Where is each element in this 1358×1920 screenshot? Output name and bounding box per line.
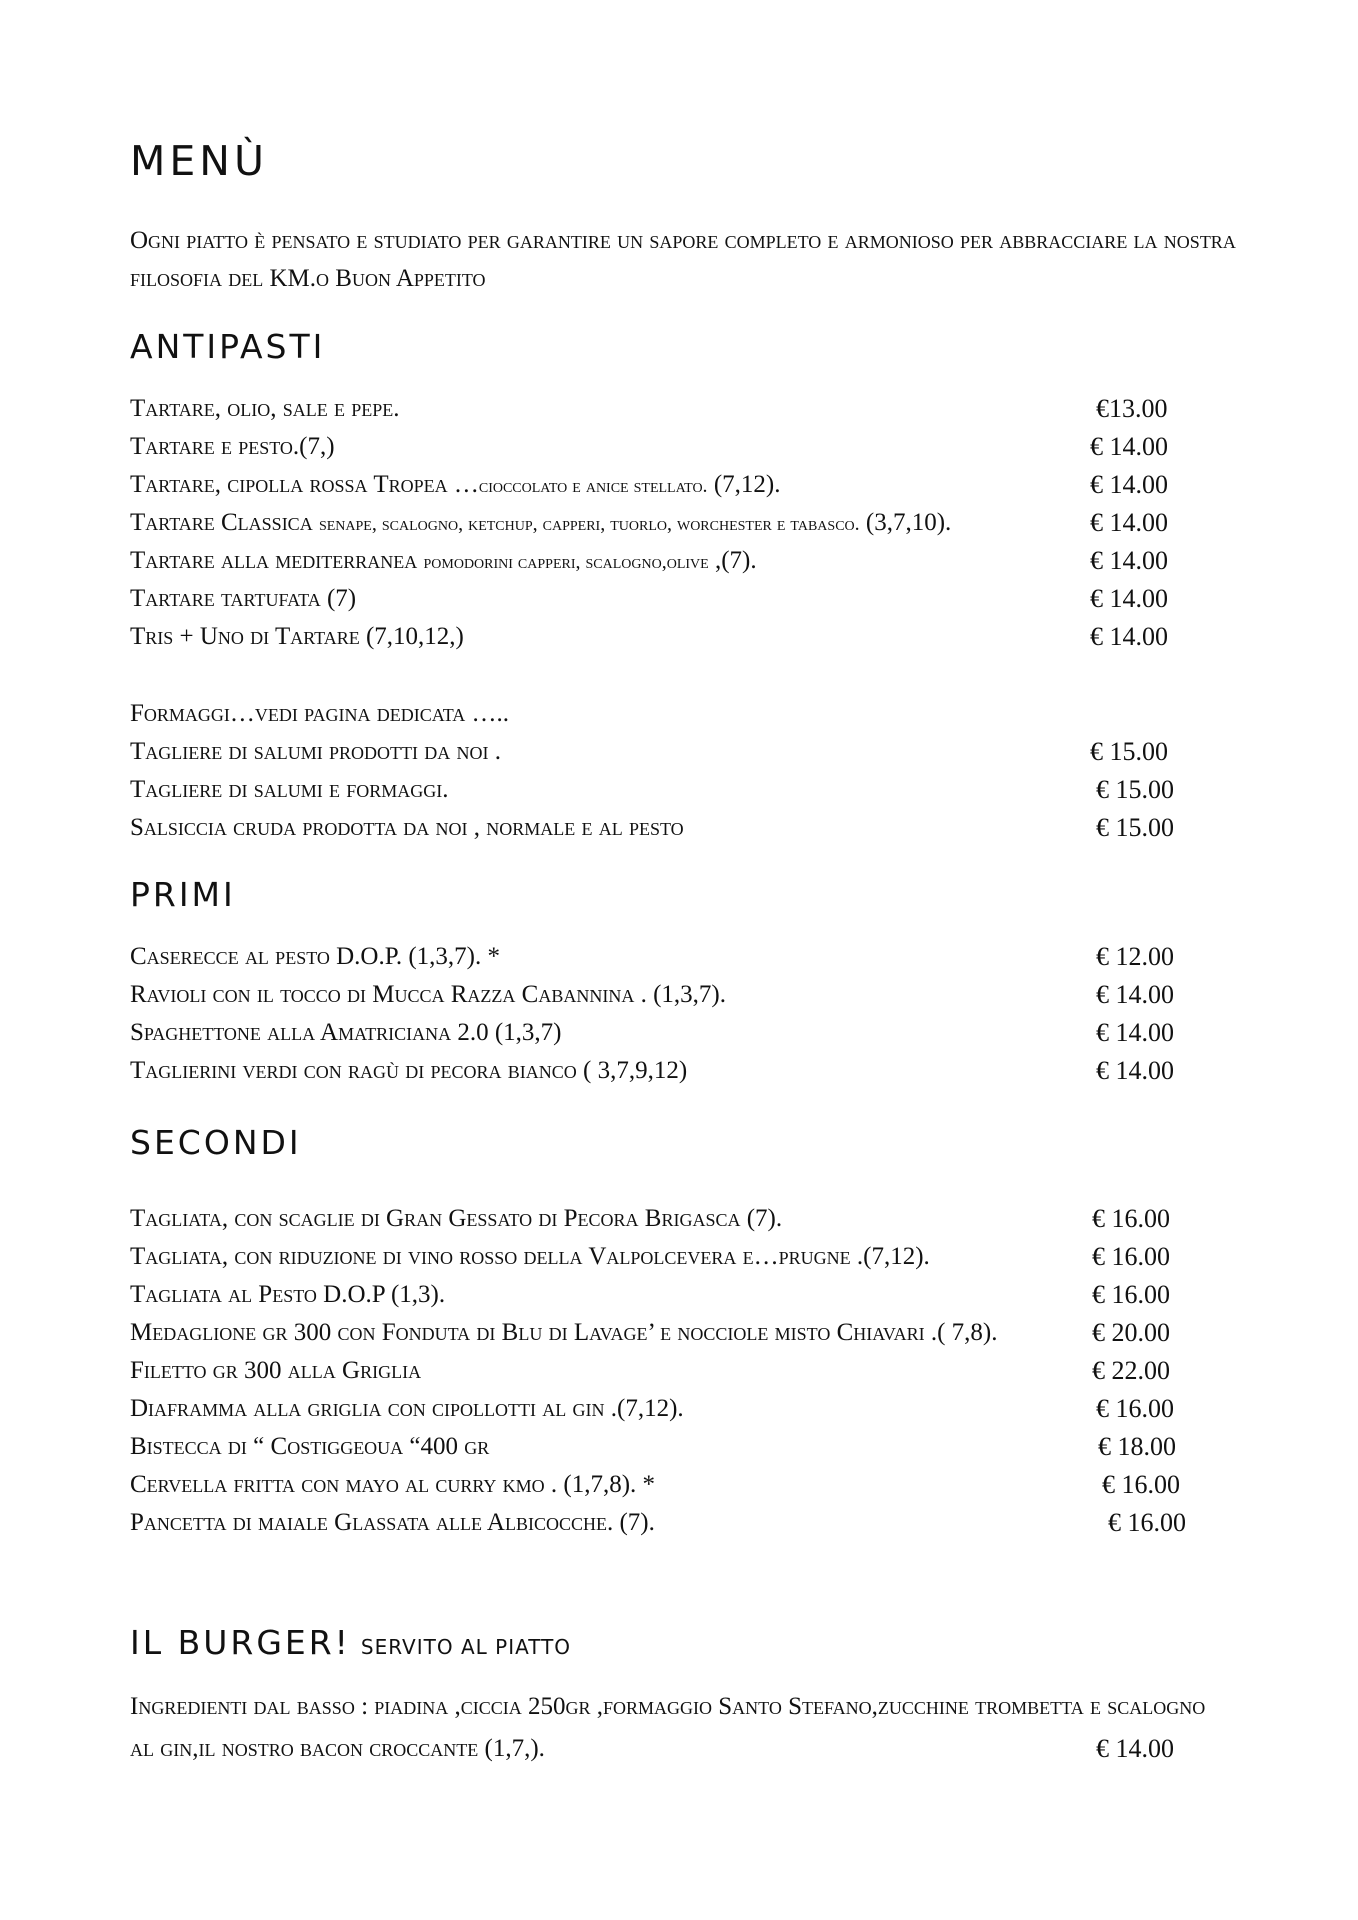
menu-item-name — [130, 1314, 998, 1352]
menu-item-title: Spaghettone alla Amatriciana 2.0 (1,3,7) — [130, 1019, 562, 1046]
menu-item-name — [130, 938, 500, 976]
burger-price: € 14.00 — [1096, 1734, 1174, 1763]
menu-item — [130, 1504, 1220, 1542]
menu-item — [130, 580, 1220, 618]
burger-note: SERVITO AL PIATTO — [360, 1635, 572, 1659]
menu-item-title: Tagliata, con riduzione di vino rosso della Valpolcevera e…prugne .(7,12). — [130, 1243, 930, 1270]
section-title-primi: PRIMI — [130, 875, 236, 914]
menu-item-price: € 14.00 — [1096, 1056, 1174, 1085]
menu-item-price: € 14.00 — [1090, 584, 1168, 613]
menu-item-name — [130, 1466, 655, 1504]
menu-item-price: €13.00 — [1096, 394, 1168, 423]
menu-item-name — [130, 504, 951, 543]
page-title: menù — [130, 121, 268, 189]
menu-item — [130, 1352, 1220, 1390]
menu-item-name — [130, 580, 356, 618]
secondi-list — [130, 1200, 1220, 1542]
menu-item-price: € 16.00 — [1092, 1204, 1170, 1233]
burger-description: Ingredienti dal basso : piadina ,ciccia 250gr ,formaggio Santo Stefano,zucchine trombetta e scalogno al gin,il nostro bacon croccante (1,7,). — [130, 1693, 1206, 1762]
menu-item-price: € 14.00 — [1090, 470, 1168, 499]
menu-item-name — [130, 771, 449, 809]
menu-item-name — [130, 390, 400, 428]
menu-item-title: Pancetta di maiale Glassata alle Albicocche. (7). — [130, 1509, 655, 1536]
menu-item — [130, 618, 1220, 656]
menu-item-price: € 18.00 — [1098, 1432, 1176, 1461]
menu-item-title: Caserecce al pesto D.O.P. (1,3,7). * — [130, 943, 501, 970]
menu-item — [130, 695, 1220, 733]
menu-item-price: € 14.00 — [1090, 622, 1168, 651]
menu-item-name — [130, 809, 684, 847]
section-title-burger — [130, 1623, 572, 1662]
menu-item — [130, 1390, 1220, 1428]
menu-item-title: Tagliata, con scaglie di Gran Gessato di Pecora Brigasca (7). — [130, 1205, 783, 1232]
menu-item-title: Tagliata al Pesto D.O.P (1,3). — [130, 1281, 446, 1308]
menu-item — [130, 1276, 1220, 1314]
menu-item-allergens: ,(7). — [708, 547, 757, 574]
menu-item-title: Taglierini verdi con ragù di pecora bianco ( 3,7,9,12) — [130, 1057, 688, 1084]
menu-item-name — [130, 428, 335, 466]
menu-item-description: cioccolato e anice stellato. — [478, 475, 708, 497]
menu-item-price: € 22.00 — [1092, 1356, 1170, 1385]
intro-text: Ogni piatto è pensato e studiato per garantire un sapore completo e armonioso per abbracciare la nostra filosofia del KM.o Buon Appetito — [130, 227, 1236, 292]
menu-item-description: pomodorini capperi, scalogno,olive — [423, 551, 709, 573]
menu-item — [130, 771, 1220, 809]
menu-item-price: € 14.00 — [1090, 546, 1168, 575]
menu-item-price: € 16.00 — [1096, 1394, 1174, 1423]
menu-item-name — [130, 976, 726, 1014]
menu-item-allergens: (7,12). — [707, 471, 781, 498]
menu-item-name — [130, 1276, 445, 1314]
menu-item — [130, 1014, 1220, 1052]
menu-item — [130, 809, 1220, 847]
menu-item-title: Tartare, cipolla rossa Tropea … — [130, 471, 479, 498]
menu-item-price: € 16.00 — [1102, 1470, 1180, 1499]
menu-item-title: Filetto gr 300 alla Griglia — [130, 1357, 422, 1384]
menu-item — [130, 466, 1220, 504]
menu-item-price: € 14.00 — [1096, 1018, 1174, 1047]
menu-item — [130, 733, 1220, 771]
menu-item-name — [130, 695, 509, 733]
primi-list — [130, 938, 1220, 1090]
menu-item-price: € 16.00 — [1092, 1280, 1170, 1309]
menu-item-title: Tartare tartufata (7) — [130, 585, 357, 612]
section-title-secondi: SECONDI — [130, 1123, 302, 1162]
menu-item — [130, 1466, 1220, 1504]
menu-item — [130, 542, 1220, 580]
menu-item-price: € 12.00 — [1096, 942, 1174, 971]
menu-item-name — [130, 618, 464, 656]
menu-item-price: € 20.00 — [1092, 1318, 1170, 1347]
menu-item-price: € 14.00 — [1090, 432, 1168, 461]
menu-item — [130, 1238, 1220, 1276]
menu-item-name — [130, 1428, 489, 1466]
menu-item-name — [130, 733, 501, 771]
menu-item-name — [130, 1504, 655, 1542]
menu-item-title: Cervella fritta con mayo al curry kmo . (1,7,8). * — [130, 1471, 656, 1498]
menu-item-title: Ravioli con il tocco di Mucca Razza Cabannina . (1,3,7). — [130, 981, 726, 1008]
menu-item-price: € 16.00 — [1092, 1242, 1170, 1271]
menu-item-name — [130, 1352, 421, 1390]
menu-item-title: Tartare, olio, sale e pepe. — [130, 395, 400, 422]
menu-item — [130, 504, 1220, 542]
menu-item-name — [130, 1052, 687, 1090]
menu-item-title: Tris + Uno di Tartare (7,10,12,) — [130, 623, 464, 650]
menu-item-name — [130, 1200, 782, 1238]
menu-item-name — [130, 1238, 930, 1276]
menu-item-title: Medaglione gr 300 con Fonduta di Blu di Lavage’ e nocciole misto Chiavari .( 7,8). — [130, 1319, 998, 1346]
menu-item-title: Bistecca di “ Costiggeoua “400 gr — [130, 1433, 490, 1460]
section-title-antipasti: ANTIPASTI — [130, 327, 326, 366]
menu-item-name — [130, 1390, 684, 1428]
menu-item-title: Diaframma alla griglia con cipollotti al gin .(7,12). — [130, 1395, 684, 1422]
menu-item-title: Tagliere di salumi prodotti da noi . — [130, 738, 501, 765]
menu-item-description: senape, scalogno, ketchup, capperi, tuorlo, worchester e tabasco. — [318, 513, 860, 535]
menu-item-title: Tartare e pesto.(7,) — [130, 433, 335, 460]
menu-item-name — [130, 466, 780, 505]
menu-item — [130, 1200, 1220, 1238]
menu-item-price: € 15.00 — [1096, 775, 1174, 804]
menu-item-price: € 14.00 — [1096, 980, 1174, 1009]
burger-title: IL BURGER! — [130, 1623, 351, 1662]
menu-item — [130, 938, 1220, 976]
menu-item — [130, 390, 1220, 428]
menu-item — [130, 1428, 1220, 1466]
menu-item-title: Formaggi…vedi pagina dedicata ….. — [130, 700, 510, 727]
menu-item-allergens: (3,7,10). — [859, 509, 952, 536]
menu-item — [130, 976, 1220, 1014]
menu-item — [130, 428, 1220, 466]
menu-item — [130, 1052, 1220, 1090]
menu-item-price: € 15.00 — [1090, 737, 1168, 766]
menu-item — [130, 1314, 1220, 1352]
menu-item-price: € 16.00 — [1108, 1508, 1186, 1537]
menu-item-price: € 14.00 — [1090, 508, 1168, 537]
formaggi-list — [130, 695, 1220, 847]
menu-item-title: Tagliere di salumi e formaggi. — [130, 776, 449, 803]
menu-item-title: Tartare alla mediterranea — [130, 547, 424, 574]
menu-item-title: Salsiccia cruda prodotta da noi , normale e al pesto — [130, 814, 684, 841]
antipasti-list — [130, 390, 1220, 656]
menu-item-price: € 15.00 — [1096, 813, 1174, 842]
menu-item-name — [130, 542, 757, 581]
menu-item-title: Tartare Classica — [130, 509, 319, 536]
menu-item-name — [130, 1014, 561, 1052]
